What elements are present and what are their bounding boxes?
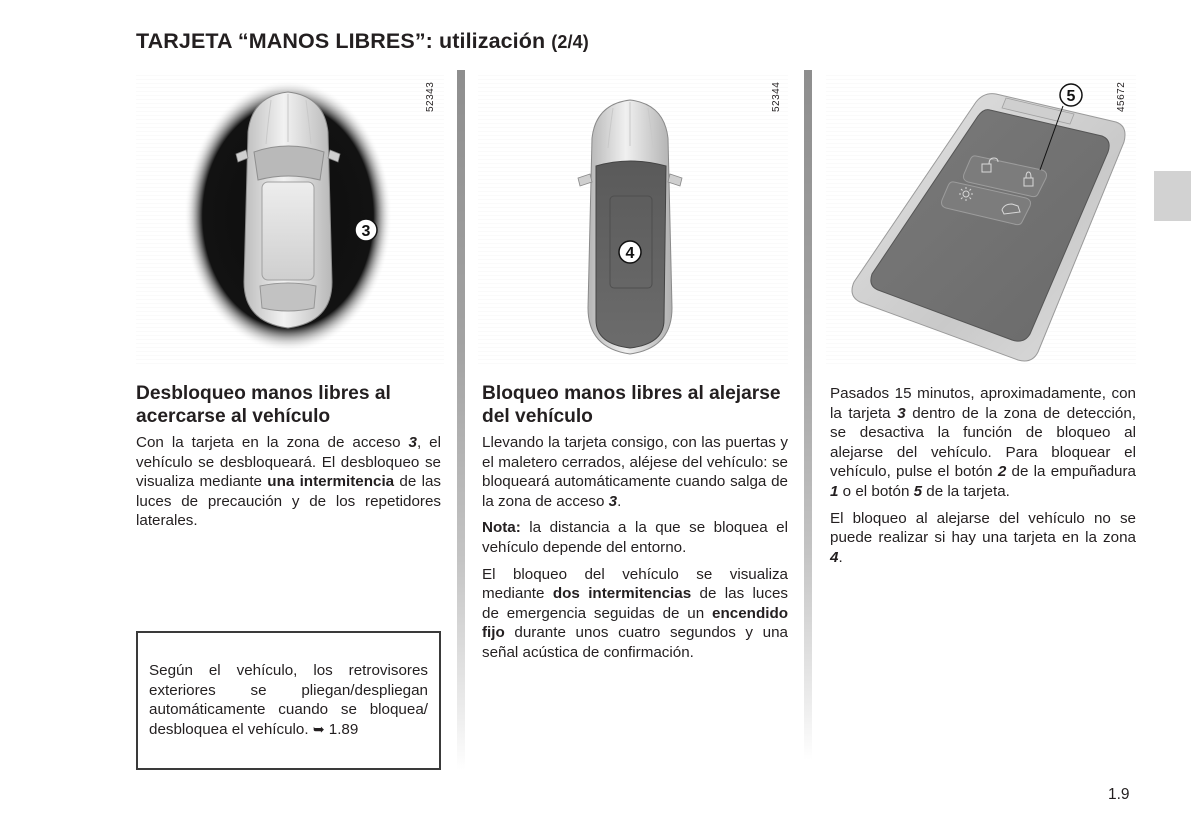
paragraph: Con la tarjeta en la zona de acceso 3, el vehículo se desbloqueará. El desbloqueo se visualiza mediante una intermitencia de las luces de precaución y de los repetidores laterales. [136,434,442,530]
column-divider-2 [804,70,812,760]
figure-interior-zone [478,72,788,364]
paragraph: Pasados 15 minutos, aproximadamente, con la tarjeta 3 dentro de la zona de detección, se desactiva la función de bloqueo al alejarse del vehículo. Para bloquear el vehículo, pulse el botón 2 de la empuñadura 1 o el botón 5 de la tarjeta. [830,385,1136,500]
callout-4 [619,241,641,263]
chapter-thumb-tab [1154,171,1191,221]
column-timeout [830,384,1136,574]
note-paragraph: Nota: la distancia a la que se bloquea el vehículo depende del entorno. [482,519,788,556]
figure-ref-code: 52344 [771,81,782,112]
paragraph: El bloqueo al alejarse del vehículo no se puede realizar si hay una tarjeta en la zona 4. [830,509,1136,566]
car-access-zone-illustration [136,72,444,364]
figure-hands-free-card [826,72,1136,364]
callout-3 [355,219,377,241]
section-heading-unlock: Desbloqueo manos libres al acercarse al vehículo [136,383,391,427]
page-title [136,29,589,54]
page-title-main: TARJETA “MANOS LIBRES”: utilización [136,29,546,53]
note-box-mirrors: Según el vehículo, los retrovisores exteriores se pliegan/despliegan automáticamente cuando se bloquea/ desbloquea el vehículo. ➥ 1.89 [136,631,441,770]
page-title-part: (2/4) [551,32,589,52]
section-heading-lock: Bloqueo manos libres al alejarse del vehículo [482,383,781,427]
svg-text:5: 5 [1066,88,1076,105]
car-interior-zone-illustration [478,72,788,364]
cross-reference-arrow-icon: ➥ [312,720,325,737]
cross-reference-page: 1.89 [324,720,359,738]
figure-ref-code: 52343 [425,81,436,112]
page-number: 1.9 [1108,786,1130,803]
paragraph: Llevando la tarjeta consigo, con las puertas y el maletero cerrados, aléjese del vehículo: se bloqueará automáticamente cuando salga de la zona de acceso 3. [482,434,788,510]
column-unlock [136,382,441,538]
hands-free-card-illustration [826,72,1136,364]
figure-access-zone [136,72,444,364]
column-lock [482,382,788,670]
figure-ref-code: 45672 [1116,81,1127,112]
paragraph: El bloqueo del vehículo se visualiza mediante dos intermitencias de las luces de emergencia seguidas de un encendido fijo durante unos cuatro segundos y una señal acústica de confirmación. [482,565,789,661]
svg-text:3: 3 [361,223,371,240]
svg-text:4: 4 [625,245,635,262]
column-divider-1 [457,70,465,770]
